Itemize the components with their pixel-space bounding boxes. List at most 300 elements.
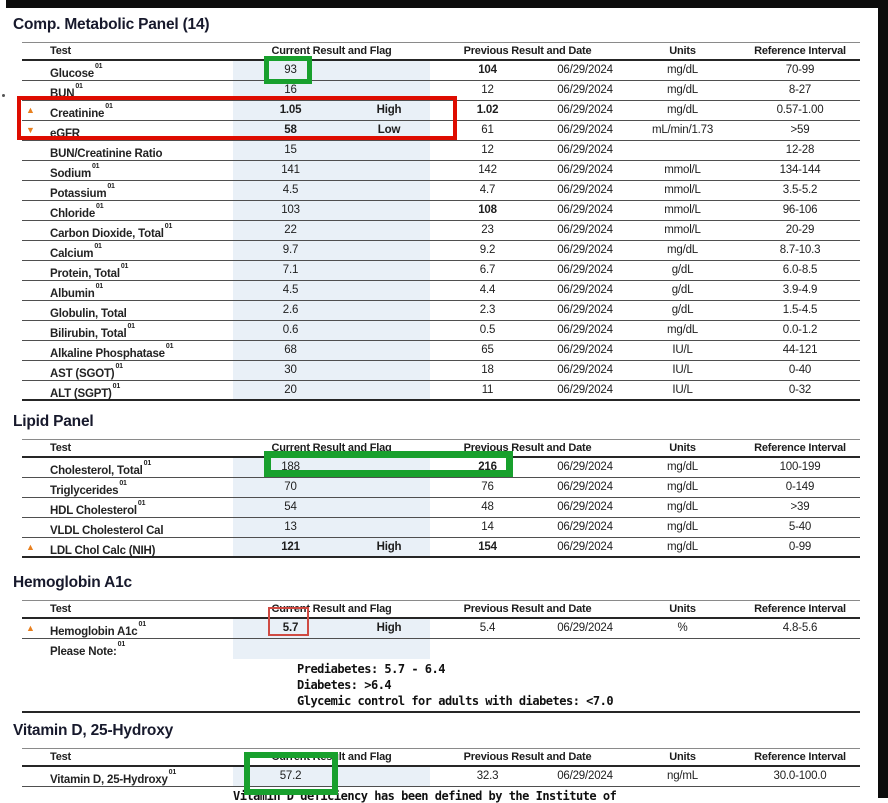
previous-date: 06/29/2024 — [557, 224, 613, 236]
table-row — [22, 121, 860, 141]
section-comp-metabolic-panel — [0, 8, 878, 401]
table-row — [22, 281, 860, 301]
current-value: 0.6 — [282, 324, 299, 336]
current-value: 22 — [284, 224, 297, 236]
previous-result-cell — [430, 221, 625, 240]
table-row — [22, 201, 860, 221]
flag-triangle-icon — [22, 141, 50, 160]
units-cell: mmol/L — [664, 224, 701, 236]
current-flag — [348, 321, 430, 340]
previous-result-cell — [430, 201, 625, 220]
current-flag — [348, 767, 430, 786]
current-value: 57.2 — [279, 770, 302, 782]
current-value — [233, 639, 348, 659]
current-value: 5.7 — [282, 622, 299, 634]
current-value: 188 — [281, 461, 300, 473]
current-result-cell — [233, 639, 430, 659]
current-flag — [348, 141, 430, 160]
previous-date: 06/29/2024 — [557, 541, 613, 553]
reference-interval-cell: 70-99 — [785, 64, 815, 76]
table-row — [22, 181, 860, 201]
current-value: 93 — [284, 64, 297, 76]
previous-date: 06/29/2024 — [557, 344, 613, 356]
previous-result-cell — [430, 478, 625, 497]
table-row — [22, 619, 860, 639]
current-result-cell — [233, 321, 430, 340]
current-result-cell — [233, 101, 430, 120]
reference-interval-cell: >39 — [790, 501, 810, 513]
reference-interval-cell: 20-29 — [785, 224, 815, 236]
column-header-test: Test — [50, 442, 72, 454]
column-header-previous-result: Previous Result and Date — [463, 751, 592, 763]
previous-date: 06/29/2024 — [557, 521, 613, 533]
section-vitamin-d — [0, 714, 878, 803]
reference-interval-cell: 8.7-10.3 — [779, 244, 821, 256]
reference-interval-cell: 100-199 — [779, 461, 821, 473]
current-value: 4.5 — [282, 284, 299, 296]
current-result-cell — [233, 458, 430, 477]
units-cell: IU/L — [672, 364, 693, 376]
previous-date: 06/29/2024 — [557, 324, 613, 336]
table-row — [22, 478, 860, 498]
current-result-cell — [233, 161, 430, 180]
previous-result-cell — [430, 161, 625, 180]
current-flag — [348, 458, 430, 477]
column-header-current-result: Current Result and Flag — [271, 603, 392, 615]
previous-value: 4.4 — [479, 284, 496, 296]
previous-value: 2.3 — [479, 304, 496, 316]
section-hemoglobin-a1c — [0, 566, 878, 713]
test-name: Albumin$^{01}$ — [50, 283, 103, 300]
results-table — [22, 748, 860, 803]
test-name: HDL Cholesterol$^{01}$ — [50, 500, 146, 517]
column-header-reference-interval: Reference Interval — [754, 45, 846, 57]
flag-triangle-icon: ▼ — [26, 125, 35, 135]
test-name: Potassium$^{01}$ — [50, 183, 115, 200]
test-name: Protein, Total$^{01}$ — [50, 263, 129, 280]
test-name: Chloride$^{01}$ — [50, 203, 104, 220]
current-result-cell — [233, 518, 430, 537]
flag-triangle-icon — [22, 518, 50, 537]
flag-triangle-icon — [22, 161, 50, 180]
current-value: 15 — [284, 144, 297, 156]
table-header-row — [22, 43, 860, 61]
column-header-current-result: Current Result and Flag — [271, 45, 392, 57]
flag-triangle-icon — [22, 458, 50, 477]
previous-date: 06/29/2024 — [557, 481, 613, 493]
current-flag — [348, 281, 430, 300]
test-name: eGFR — [50, 127, 80, 140]
current-result-cell — [233, 241, 430, 260]
current-flag — [348, 301, 430, 320]
flag-triangle-icon — [22, 361, 50, 380]
current-value: 68 — [284, 344, 297, 356]
previous-value: 23 — [481, 224, 494, 236]
current-result-cell — [233, 181, 430, 200]
current-value: 121 — [281, 541, 300, 553]
column-header-units: Units — [669, 45, 696, 57]
reference-interval-cell: 0-40 — [788, 364, 812, 376]
table-row — [22, 161, 860, 181]
previous-date: 06/29/2024 — [557, 622, 613, 634]
reference-interval-cell: 6.0-8.5 — [782, 264, 818, 276]
previous-value: 18 — [481, 364, 494, 376]
flag-triangle-icon — [22, 221, 50, 240]
previous-result-cell — [430, 361, 625, 380]
previous-value: 5.4 — [479, 622, 496, 634]
flag-triangle-icon — [22, 61, 50, 80]
units-cell: g/dL — [671, 264, 694, 276]
column-header-current-result: Current Result and Flag — [271, 751, 392, 763]
current-value: 2.6 — [282, 304, 299, 316]
table-header-row — [22, 749, 860, 767]
test-name: Globulin, Total — [50, 307, 127, 320]
section-heading: Comp. Metabolic Panel (14) — [13, 16, 210, 33]
column-header-test: Test — [50, 603, 72, 615]
previous-value: 142 — [478, 164, 497, 176]
reference-interval-cell: 3.9-4.9 — [782, 284, 818, 296]
previous-value: 154 — [478, 541, 497, 553]
test-name: Triglycerides$^{01}$ — [50, 480, 127, 497]
table-row — [22, 458, 860, 478]
current-result-cell — [233, 221, 430, 240]
column-header-previous-result: Previous Result and Date — [463, 442, 592, 454]
table-row — [22, 341, 860, 361]
column-header-reference-interval: Reference Interval — [754, 603, 846, 615]
current-flag — [348, 201, 430, 220]
table-row — [22, 241, 860, 261]
reference-interval-cell: >59 — [790, 124, 810, 136]
test-name: Bilirubin, Total$^{01}$ — [50, 323, 135, 340]
previous-value: 12 — [481, 144, 494, 156]
table-row — [22, 381, 860, 401]
current-result-cell — [233, 361, 430, 380]
current-flag: High — [376, 622, 402, 634]
current-value: 30 — [284, 364, 297, 376]
table-row — [22, 518, 860, 538]
flag-triangle-icon — [22, 81, 50, 100]
current-value: 54 — [284, 501, 297, 513]
previous-value: 108 — [478, 204, 497, 216]
current-result-cell — [233, 538, 430, 556]
previous-value: 61 — [481, 124, 494, 136]
flag-triangle-icon — [22, 241, 50, 260]
previous-result-cell — [430, 61, 625, 80]
previous-result-cell — [430, 458, 625, 477]
current-value: 1.05 — [279, 104, 302, 116]
flag-triangle-icon — [22, 321, 50, 340]
current-result-cell — [233, 201, 430, 220]
previous-date: 06/29/2024 — [557, 461, 613, 473]
previous-value: 6.7 — [479, 264, 496, 276]
previous-value: 1.02 — [476, 104, 499, 116]
reference-interval-cell: 44-121 — [782, 344, 818, 356]
previous-date: 06/29/2024 — [557, 244, 613, 256]
units-cell: mg/dL — [667, 244, 698, 256]
previous-value: 9.2 — [479, 244, 496, 256]
current-value: 7.1 — [282, 264, 299, 276]
test-name: Cholesterol, Total$^{01}$ — [50, 460, 152, 477]
table-row — [22, 498, 860, 518]
current-flag — [348, 498, 430, 517]
previous-value: 48 — [481, 501, 494, 513]
table-row — [22, 101, 860, 121]
reference-interval-cell: 0-99 — [788, 541, 812, 553]
current-result-cell — [233, 301, 430, 320]
current-flag — [348, 478, 430, 497]
table-row — [22, 538, 860, 558]
previous-date: 06/29/2024 — [557, 284, 613, 296]
current-result-cell — [233, 619, 430, 638]
flag-triangle-icon: ▲ — [26, 623, 35, 633]
previous-result-cell — [430, 101, 625, 120]
previous-date: 06/29/2024 — [557, 384, 613, 396]
previous-value: 14 — [481, 521, 494, 533]
units-cell: mg/dL — [667, 64, 698, 76]
flag-triangle-icon — [22, 201, 50, 220]
previous-date: 06/29/2024 — [557, 124, 613, 136]
current-result-cell — [233, 281, 430, 300]
flag-triangle-icon — [22, 181, 50, 200]
reference-interval-cell: 96-106 — [782, 204, 818, 216]
column-header-previous-result: Previous Result and Date — [463, 45, 592, 57]
previous-result-cell — [430, 281, 625, 300]
section-lipid-panel — [0, 405, 878, 558]
previous-value: 104 — [478, 64, 497, 76]
units-cell: mg/dL — [667, 461, 698, 473]
previous-value: 12 — [481, 84, 494, 96]
current-value: 103 — [281, 204, 300, 216]
section-heading: Lipid Panel — [13, 413, 94, 430]
units-cell: mg/dL — [667, 541, 698, 553]
current-flag: High — [376, 104, 402, 116]
previous-date: 06/29/2024 — [557, 64, 613, 76]
units-cell: IU/L — [672, 384, 693, 396]
current-value: 13 — [284, 521, 297, 533]
current-value: 141 — [281, 164, 300, 176]
previous-result-cell — [430, 767, 625, 786]
units-cell: mg/dL — [667, 84, 698, 96]
previous-date: 06/29/2024 — [557, 184, 613, 196]
reference-interval-cell: 12-28 — [785, 144, 815, 156]
results-table — [22, 42, 860, 401]
previous-result-cell — [430, 381, 625, 399]
current-flag — [348, 221, 430, 240]
previous-date: 06/29/2024 — [557, 104, 613, 116]
reference-interval-cell: 0-149 — [785, 481, 815, 493]
table-row — [22, 81, 860, 101]
current-flag — [348, 518, 430, 537]
units-cell — [625, 639, 740, 659]
current-value: 58 — [284, 124, 297, 136]
previous-date: 06/29/2024 — [557, 204, 613, 216]
table-row — [22, 221, 860, 241]
reference-interval-cell: 0-32 — [788, 384, 812, 396]
test-name: Glucose$^{01}$ — [50, 63, 103, 80]
results-table — [22, 600, 860, 713]
previous-date: 06/29/2024 — [557, 164, 613, 176]
test-name: ALT (SGPT)$^{01}$ — [50, 383, 121, 400]
previous-date: 06/29/2024 — [557, 364, 613, 376]
section-heading: Vitamin D, 25-Hydroxy — [13, 722, 174, 739]
table-row — [22, 61, 860, 81]
units-cell — [625, 141, 740, 160]
current-flag — [348, 81, 430, 100]
previous-value: 65 — [481, 344, 494, 356]
flag-triangle-icon — [22, 478, 50, 497]
flag-triangle-icon — [22, 639, 50, 659]
units-cell: mL/min/1.73 — [651, 124, 714, 136]
current-result-cell — [233, 767, 430, 786]
current-value: 16 — [284, 84, 297, 96]
current-flag — [348, 61, 430, 80]
previous-result-cell — [430, 341, 625, 360]
reference-interval-cell: 30.0-100.0 — [773, 770, 827, 782]
current-value: 20 — [284, 384, 297, 396]
test-name: Please Note:$^{01}$ — [50, 641, 126, 658]
current-flag — [348, 361, 430, 380]
column-header-test: Test — [50, 751, 72, 763]
column-header-reference-interval: Reference Interval — [754, 751, 846, 763]
column-header-current-result: Current Result and Flag — [271, 442, 392, 454]
previous-date: 06/29/2024 — [557, 264, 613, 276]
current-flag — [348, 381, 430, 399]
table-row — [22, 639, 860, 659]
previous-value: 0.5 — [479, 324, 496, 336]
previous-value: 216 — [478, 461, 497, 473]
test-name: BUN$^{01}$ — [50, 83, 83, 100]
units-cell: mg/dL — [667, 104, 698, 116]
previous-result-cell — [430, 141, 625, 160]
reference-interval-cell: 134-144 — [779, 164, 821, 176]
test-name: LDL Chol Calc (NIH) — [50, 544, 156, 557]
reference-interval-cell — [740, 639, 860, 659]
current-flag: Low — [377, 124, 401, 136]
previous-result-cell — [430, 181, 625, 200]
flag-triangle-icon — [22, 767, 50, 786]
test-name: AST (SGOT)$^{01}$ — [50, 363, 123, 380]
current-result-cell — [233, 81, 430, 100]
previous-date: 06/29/2024 — [557, 84, 613, 96]
units-cell: ng/mL — [667, 770, 698, 782]
vitamin-d-note-text: Vitamin D deficiency has been defined by the Institute of — [233, 789, 617, 803]
current-result-cell — [233, 381, 430, 399]
test-name: Calcium$^{01}$ — [50, 243, 102, 260]
flag-triangle-icon — [22, 301, 50, 320]
units-cell: mmol/L — [664, 164, 701, 176]
top-black-bar — [6, 0, 888, 8]
units-cell: mg/dL — [667, 521, 698, 533]
previous-result-cell — [430, 619, 625, 638]
test-name: Sodium$^{01}$ — [50, 163, 100, 180]
reference-interval-cell: 1.5-4.5 — [782, 304, 818, 316]
table-header-row — [22, 601, 860, 619]
units-cell: IU/L — [672, 344, 693, 356]
table-row — [22, 301, 860, 321]
previous-date: 06/29/2024 — [557, 304, 613, 316]
please-note-text: Prediabetes: 5.7 - 6.4 Diabetes: >6.4 Glycemic control for adults with diabetes: <7.0 — [22, 659, 860, 713]
current-result-cell — [233, 498, 430, 517]
units-cell: % — [677, 622, 688, 634]
current-flag — [348, 181, 430, 200]
current-result-cell — [233, 341, 430, 360]
test-name: Alkaline Phosphatase$^{01}$ — [50, 343, 174, 360]
table-row — [22, 261, 860, 281]
units-cell: g/dL — [671, 284, 694, 296]
test-name: VLDL Cholesterol Cal — [50, 524, 164, 537]
previous-date: 06/29/2024 — [557, 770, 613, 782]
table-row — [22, 321, 860, 341]
current-flag — [348, 639, 430, 659]
previous-result-cell — [430, 518, 625, 537]
current-result-cell — [233, 121, 430, 140]
units-cell: g/dL — [671, 304, 694, 316]
flag-triangle-icon — [22, 498, 50, 517]
reference-interval-cell: 8-27 — [788, 84, 812, 96]
flag-triangle-icon — [22, 261, 50, 280]
current-result-cell — [233, 261, 430, 280]
results-table — [22, 439, 860, 558]
previous-result-cell — [430, 81, 625, 100]
previous-value: 4.7 — [479, 184, 496, 196]
column-header-test: Test — [50, 45, 72, 57]
reference-interval-cell: 4.8-5.6 — [782, 622, 818, 634]
units-cell: mmol/L — [664, 184, 701, 196]
right-black-bar — [878, 0, 888, 798]
flag-triangle-icon — [22, 341, 50, 360]
previous-result-cell — [430, 498, 625, 517]
current-value: 4.5 — [282, 184, 299, 196]
previous-result-cell — [430, 639, 625, 659]
previous-result-cell — [430, 261, 625, 280]
previous-date — [545, 639, 625, 659]
units-cell: mg/dL — [667, 481, 698, 493]
previous-result-cell — [430, 301, 625, 320]
reference-interval-cell: 0.0-1.2 — [782, 324, 818, 336]
column-header-units: Units — [669, 603, 696, 615]
table-header-row — [22, 440, 860, 458]
units-cell: mg/dL — [667, 324, 698, 336]
units-cell: mg/dL — [667, 501, 698, 513]
current-flag — [348, 241, 430, 260]
column-header-units: Units — [669, 751, 696, 763]
previous-value: 11 — [481, 384, 494, 396]
previous-value: 32.3 — [476, 770, 499, 782]
previous-result-cell — [430, 121, 625, 140]
current-result-cell — [233, 61, 430, 80]
current-flag — [348, 341, 430, 360]
current-flag — [348, 161, 430, 180]
column-header-reference-interval: Reference Interval — [754, 442, 846, 454]
current-flag: High — [376, 541, 402, 553]
current-result-cell — [233, 141, 430, 160]
table-row — [22, 141, 860, 161]
previous-value — [430, 639, 545, 659]
previous-date: 06/29/2024 — [557, 144, 613, 156]
test-name: Carbon Dioxide, Total$^{01}$ — [50, 223, 173, 240]
column-header-units: Units — [669, 442, 696, 454]
previous-result-cell — [430, 241, 625, 260]
current-result-cell — [233, 478, 430, 497]
flag-triangle-icon — [22, 381, 50, 399]
previous-result-cell — [430, 538, 625, 556]
previous-result-cell — [430, 321, 625, 340]
section-heading: Hemoglobin A1c — [13, 574, 132, 591]
test-name: Creatinine$^{01}$ — [50, 103, 113, 120]
reference-interval-cell: 5-40 — [788, 521, 812, 533]
table-row — [22, 361, 860, 381]
reference-interval-cell: 3.5-5.2 — [782, 184, 818, 196]
